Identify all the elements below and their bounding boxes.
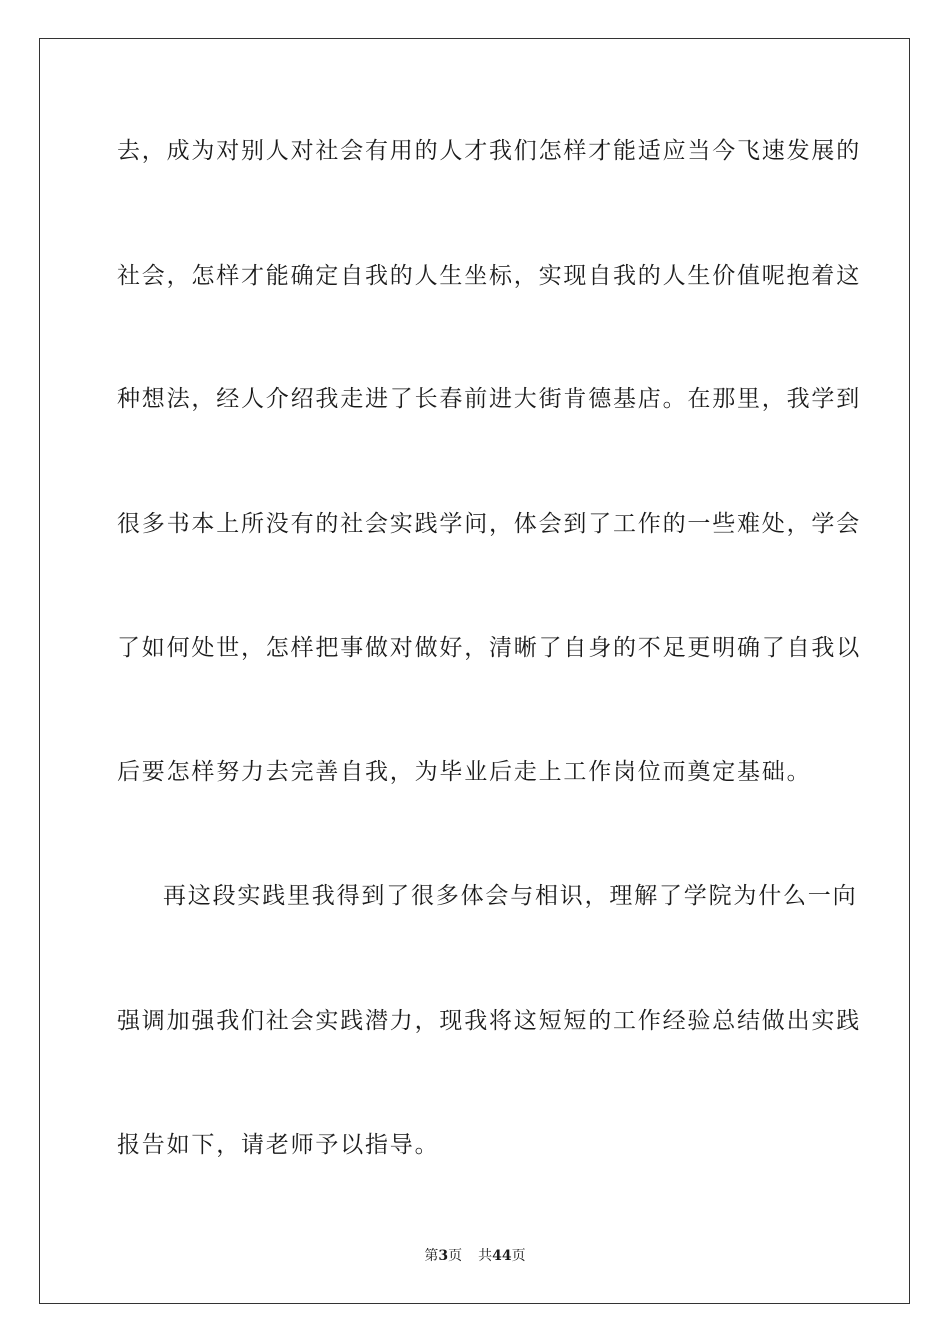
- page-prefix: 第: [424, 1248, 439, 1264]
- page-footer: [0, 1246, 950, 1266]
- current-page-number: 3: [438, 1248, 449, 1264]
- text-line-6: 后要怎样努力去完善自我，为毕业后走上工作岗位而奠定基础。: [117, 759, 812, 785]
- text-line-8: 强调加强我们社会实践潜力，现我将这短短的工作经验总结做出实践: [117, 1008, 861, 1034]
- total-pages-number: 44: [492, 1248, 512, 1264]
- page-suffix: 页: [448, 1248, 463, 1264]
- text-line-4: 很多书本上所没有的社会实践学问，体会到了工作的一些难处，学会: [117, 511, 861, 537]
- text-line-9: 报告如下，请老师予以指导。: [117, 1132, 440, 1158]
- total-suffix: 页: [511, 1248, 526, 1264]
- text-line-1: 去，成为对别人对社会有用的人才我们怎样才能适应当今飞速发展的: [117, 138, 861, 164]
- text-line-5: 了如何处世，怎样把事做对做好，清晰了自身的不足更明确了自我以: [117, 635, 861, 661]
- total-prefix: 共: [478, 1248, 493, 1264]
- page-border: [39, 38, 910, 1304]
- text-line-7-paragraph-start: 再这段实践里我得到了很多体会与相识，理解了学院为什么一向: [163, 883, 858, 909]
- text-line-3: 种想法，经人介绍我走进了长春前进大街肯德基店。在那里，我学到: [117, 386, 861, 412]
- text-line-2: 社会，怎样才能确定自我的人生坐标，实现自我的人生价值呢抱着这: [117, 263, 861, 289]
